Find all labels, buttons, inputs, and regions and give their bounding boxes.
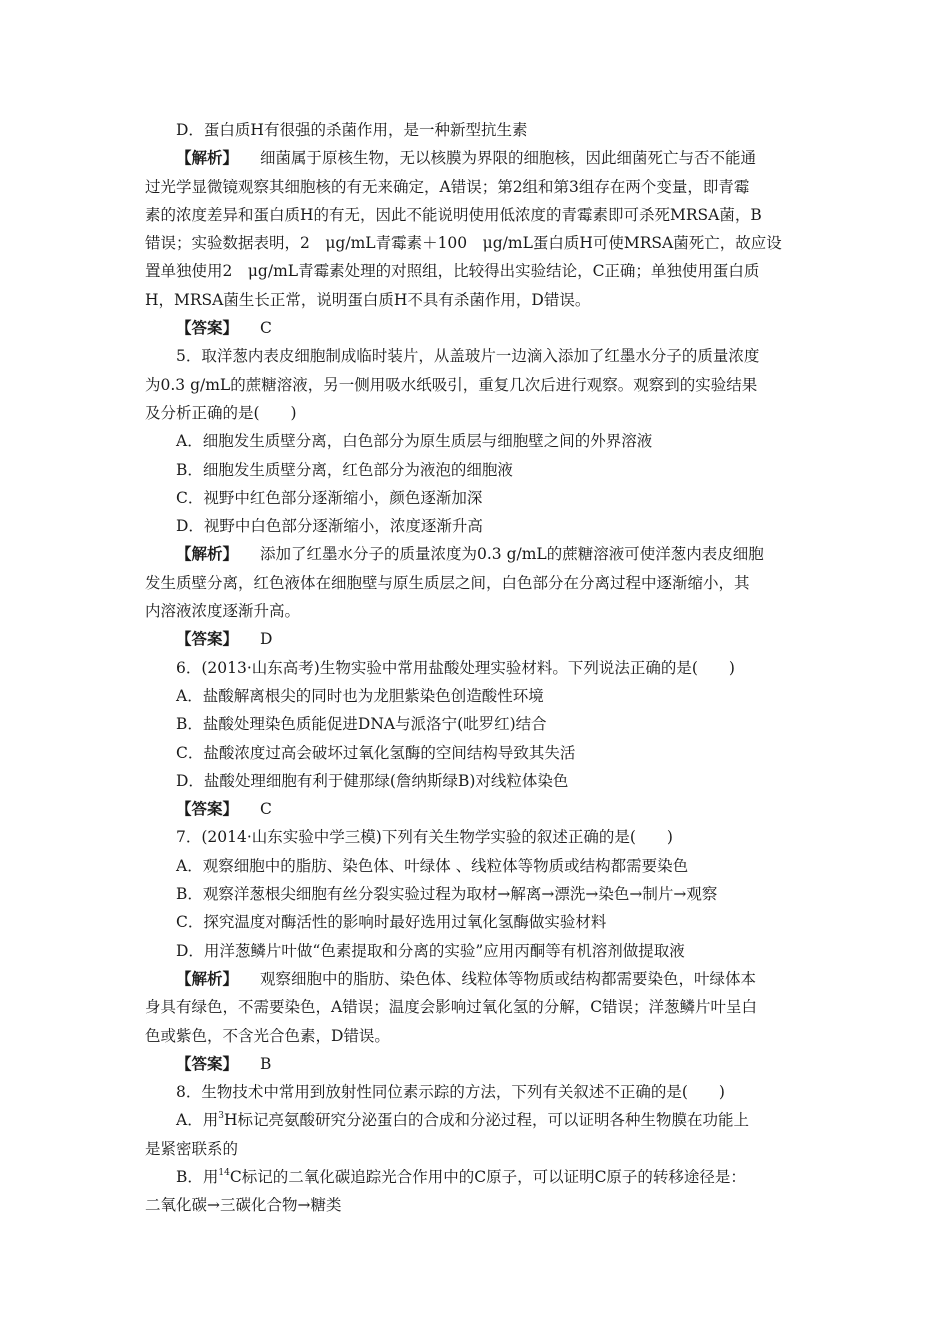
q7-answer xyxy=(145,1050,805,1078)
q6-option-c: C．盐酸浓度过高会破坏过氧化氢酶的空间结构导致其失活 xyxy=(176,743,576,762)
q5-stem: 5．取洋葱内表皮细胞制成临时装片，从盖玻片一边滴入添加了红墨水分子的质量浓度 xyxy=(176,347,760,366)
q5-analysis-line: 【解析】 添加了红墨水分子的质量浓度为0.3 g/mL的蔗糖溶液可使洋葱内表皮细胞 xyxy=(176,545,764,564)
q8-stem: 8．生物技术中常用到放射性同位素示踪的方法，下列有关叙述不正确的是( ) xyxy=(176,1083,725,1102)
q8-option-a-cont: 是紧密联系的 xyxy=(145,1139,239,1158)
q5-stem: 及分析正确的是( ) xyxy=(145,403,297,422)
answer-value: D xyxy=(260,630,273,649)
q7-analysis-line: 【解析】 观察细胞中的脂肪、染色体、线粒体等物质或结构都需要染色，叶绿体本 xyxy=(176,969,757,988)
q4-analysis-line: H，MRSA菌生长正常，说明蛋白质H不具有杀菌作用，D错误。 xyxy=(145,290,591,309)
answer-label: 【答案】 xyxy=(176,630,239,649)
q8-option-a: A．用$^3$H标记亮氨酸研究分泌蛋白的合成和分泌过程，可以证明各种生物膜在功能上 xyxy=(176,1111,749,1130)
q6-option-d: D．盐酸处理细胞有利于健那绿(詹纳斯绿B)对线粒体染色 xyxy=(176,771,569,790)
q7-stem: 7．(2014·山东实验中学三模)下列有关生物学实验的叙述正确的是( ) xyxy=(176,828,673,847)
q4-analysis-line: 错误；实验数据表明，2 μg/mL青霉素＋100 μg/mL蛋白质H可使MRSA菌死亡，故应设 xyxy=(145,234,782,253)
answer-value: C xyxy=(260,319,272,338)
q8-option-b-cont: 二氧化碳→三碳化合物→糖类 xyxy=(145,1196,342,1215)
analysis-label: 【解析】 xyxy=(176,149,239,168)
q6-answer xyxy=(145,795,805,823)
q7-option-c: C．探究温度对酶活性的影响时最好选用过氧化氢酶做实验材料 xyxy=(176,913,607,932)
q6-option-b: B．盐酸处理染色质能促进DNA与派洛宁(吡罗红)结合 xyxy=(176,715,547,734)
q7-option-d: D．用洋葱鳞片叶做“色素提取和分离的实验”应用丙酮等有机溶剂做提取液 xyxy=(176,941,685,960)
answer-label: 【答案】 xyxy=(176,1054,239,1073)
answer-value: C xyxy=(260,800,272,819)
analysis-label: 【解析】 xyxy=(176,545,239,564)
q5-analysis-line: 发生质壁分离，红色液体在细胞壁与原生质层之间，白色部分在分离过程中逐渐缩小，其 xyxy=(145,573,750,592)
q6-stem: 6．(2013·山东高考)生物实验中常用盐酸处理实验材料。下列说法正确的是( ) xyxy=(176,658,735,677)
q7-analysis-line: 色或紫色，不含光合色素，D错误。 xyxy=(145,1026,390,1045)
answer-value: B xyxy=(260,1054,272,1073)
analysis-label: 【解析】 xyxy=(176,969,239,988)
q8-option-b: B．用$^{14}$C标记的二氧化碳追踪光合作用中的C原子，可以证明C原子的转移途径是： xyxy=(176,1167,746,1186)
q7-analysis-line: 身具有绿色，不需要染色，A错误；温度会影响过氧化氢的分解，C错误；洋葱鳞片叶呈白 xyxy=(145,998,758,1017)
q5-stem: 为0.3 g/mL的蔗糖溶液，另一侧用吸水纸吸引，重复几次后进行观察。观察到的实验结果 xyxy=(145,375,758,394)
q6-option-a: A．盐酸解离根尖的同时也为龙胆紫染色创造酸性环境 xyxy=(176,686,544,705)
q5-option-c: C．视野中红色部分逐渐缩小，颜色逐渐加深 xyxy=(176,488,483,507)
q4-analysis-line: 素的浓度差异和蛋白质H的有无，因此不能说明使用低浓度的青霉素即可杀死MRSA菌，B xyxy=(145,205,762,224)
q4-analysis-line: 过光学显微镜观察其细胞核的有无来确定，A错误；第2组和第3组存在两个变量，即青霉 xyxy=(145,177,750,196)
answer-label: 【答案】 xyxy=(176,319,239,338)
q7-option-b: B．观察洋葱根尖细胞有丝分裂实验过程为取材→解离→漂洗→染色→制片→观察 xyxy=(176,885,718,904)
q4-option-d: D．蛋白质H有很强的杀菌作用，是一种新型抗生素 xyxy=(176,121,528,139)
q4-analysis-line: 置单独使用2 μg/mL青霉素处理的对照组，比较得出实验结论，C正确；单独使用蛋白质 xyxy=(145,262,760,281)
isotope-superscript: 14 xyxy=(218,1167,230,1178)
q4-answer xyxy=(145,314,805,342)
q5-analysis-line: 内溶液浓度逐渐升高。 xyxy=(145,602,301,621)
q4-analysis-line: 【解析】 细菌属于原核生物，无以核膜为界限的细胞核，因此细菌死亡与否不能通 xyxy=(176,149,757,168)
document-body xyxy=(145,116,805,1220)
q5-option-a: A．细胞发生质壁分离，白色部分为原生质层与细胞壁之间的外界溶液 xyxy=(176,432,653,451)
q5-option-d: D．视野中白色部分逐渐缩小，浓度逐渐升高 xyxy=(176,517,483,536)
isotope-superscript: 3 xyxy=(218,1111,224,1122)
q5-option-b: B．细胞发生质壁分离，红色部分为液泡的细胞液 xyxy=(176,460,513,479)
q7-option-a: A．观察细胞中的脂肪、染色体、叶绿体 、线粒体等物质或结构都需要染色 xyxy=(176,856,689,875)
answer-label: 【答案】 xyxy=(176,800,239,819)
q5-answer xyxy=(145,625,805,653)
